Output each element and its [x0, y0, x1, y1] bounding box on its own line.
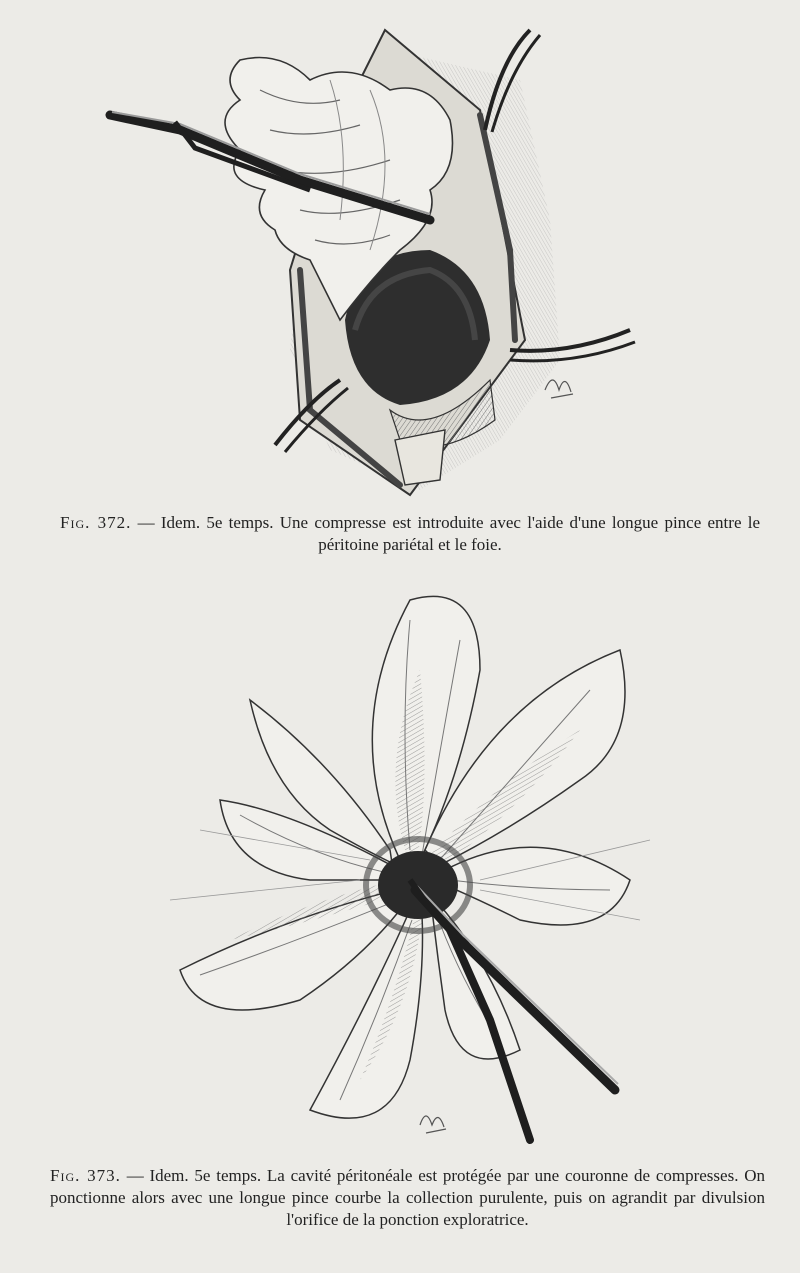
figure-373-illustration — [160, 580, 660, 1160]
artist-signature — [420, 1116, 446, 1133]
artist-signature — [545, 380, 573, 398]
figure-372-illustration — [100, 20, 660, 510]
figure-372-caption-text: — Idem. 5e temps. Une compresse est introduite avec l'aide d'une longue pince entre le péritoine pariétal et le foie. — [137, 513, 761, 554]
figure-372-label: Fig. 372. — [60, 513, 132, 532]
figure-373-label: Fig. 373. — [50, 1166, 121, 1185]
small-compress — [395, 430, 445, 485]
figure-373-caption — [50, 1165, 765, 1231]
figure-373-caption-text: — Idem. 5e temps. La cavité péritonéale est protégée par une couronne de compresses. On ponctionne alors avec une longue pince courbe la collection purulente, puis on agrandit par divulsion l'orifice de la ponction exploratrice. — [50, 1166, 765, 1229]
puncture-orifice — [378, 851, 458, 919]
figure-372-caption — [60, 512, 760, 556]
